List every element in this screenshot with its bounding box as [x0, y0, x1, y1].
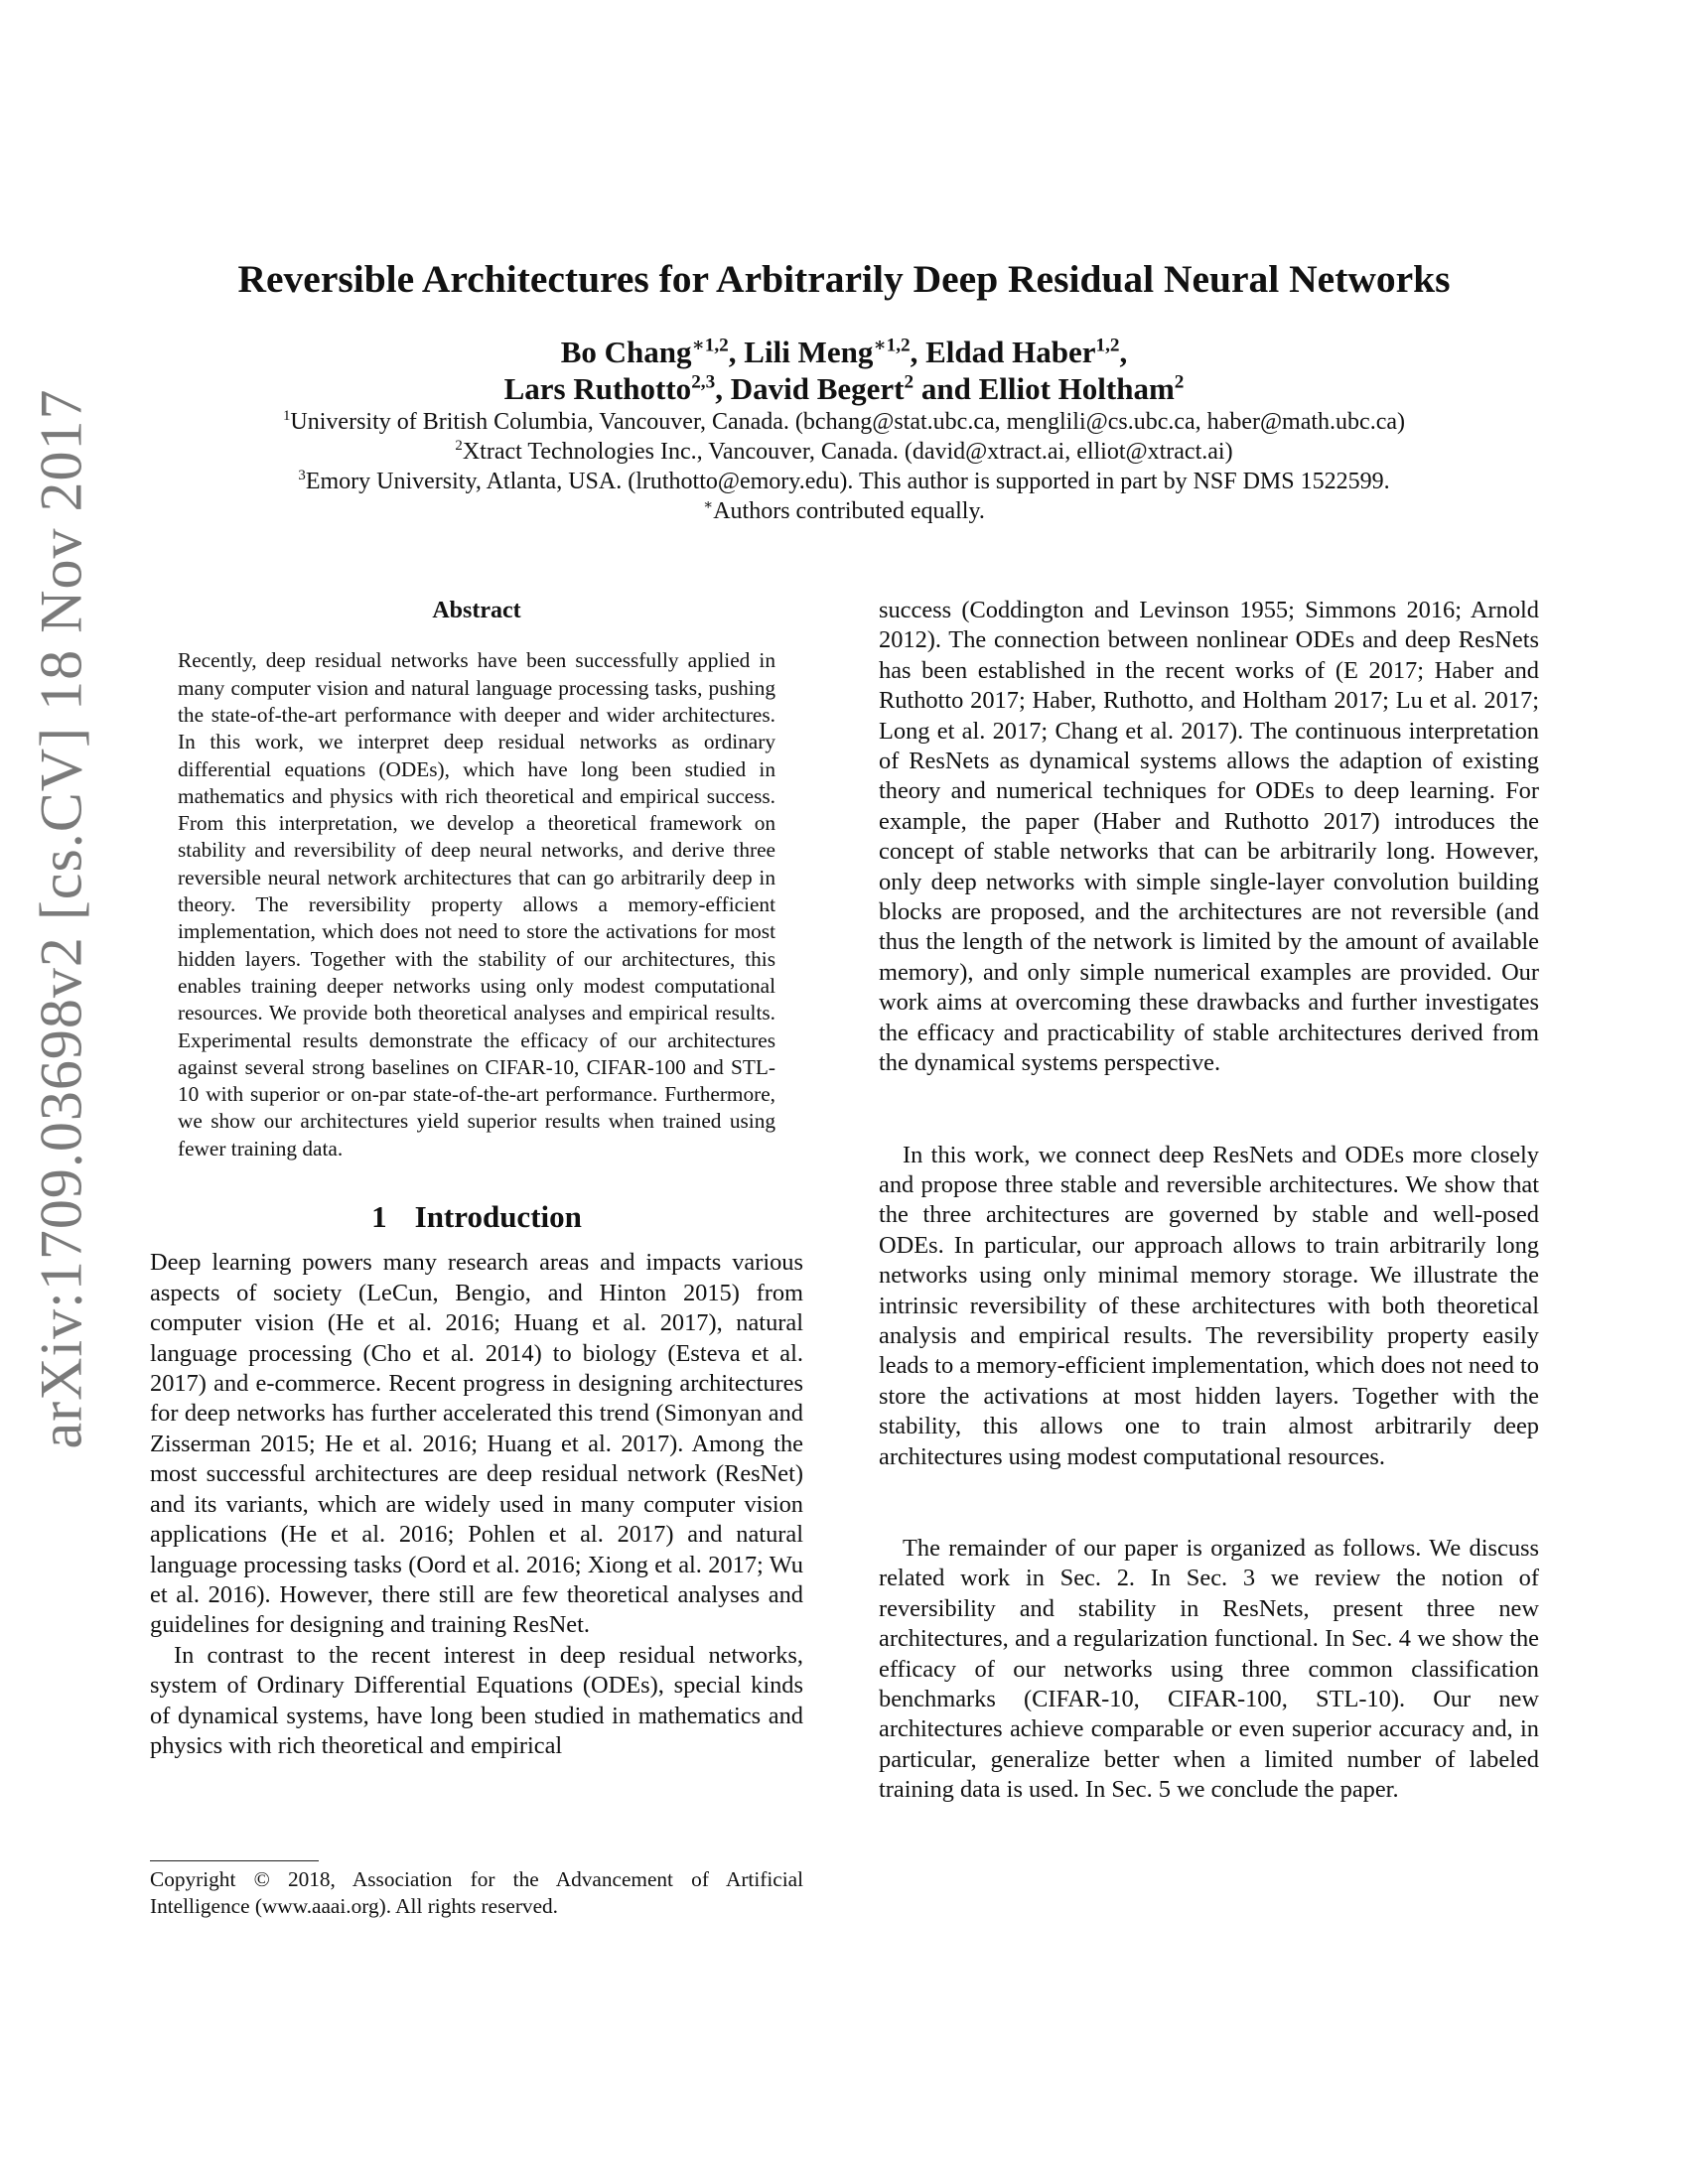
section-heading-introduction [150, 1199, 803, 1235]
paragraph-gap [879, 1472, 1539, 1534]
arxiv-stamp-text: arXiv:1709.03698v2 [cs.CV] 18 Nov 2017 [28, 388, 94, 1448]
affiliation-mark: ∗ [703, 497, 714, 513]
author-affil-mark: 1,2 [1095, 335, 1120, 356]
intro-paragraph-2-continued: success (Coddington and Levinson 1955; Simmons 2016; Arnold 2012). The connection between nonlinear ODEs and deep ResNets has been established in the recent works of (E 2017; Haber and Ruthotto 2017; Haber, Ruthotto, and Holtham 2017; Lu et al. 2017; Long et al. 2017; Chang et al. 2017). The continuous interpretation of ResNets as dynamical systems allows the adaption of existing theory and numerical techniques for ODEs to deep learning. For example, the paper (Haber and Ruthotto 2017) introduces the concept of stable networks that can be arbitrarily long. However, only deep networks with simple single-layer convolution building blocks are proposed, and the architectures are not reversible (and thus the length of the network is limited by the amount of available memory), and only simple numerical examples are provided. Our work aims at overcoming these drawbacks and further investigates the efficacy and practicability of stable architectures derived from the dynamical systems perspective. [879, 597, 1539, 1077]
author-name: Eldad Haber [925, 335, 1096, 369]
abstract-heading: Abstract [432, 598, 521, 623]
paper-title: Reversible Architectures for Arbitrarily Deep Residual Neural Networks [237, 257, 1451, 301]
author-affil-mark: 2 [1174, 371, 1185, 393]
author-affil-mark: ∗1,2 [873, 335, 911, 356]
affiliation-text: Authors contributed equally. [713, 498, 985, 524]
author-name: David Begert [730, 371, 905, 406]
author-line-2: Lars Ruthotto$^{2,3}$, David Begert$^2$ and Elliot Holtham$^2$ [503, 371, 1185, 406]
right-column [879, 596, 1539, 1806]
affiliation-mark: 3 [298, 468, 306, 483]
affiliation-text: Emory University, Atlanta, USA. (lruthotto@emory.edu). This author is supported in part by NSF DMS 1522599. [305, 469, 1390, 494]
footnote-rule [150, 1860, 319, 1861]
left-column [150, 596, 803, 1761]
author-affil-mark: 2,3 [691, 371, 716, 393]
affiliation-text: University of British Columbia, Vancouver, Canada. (bchang@stat.ubc.ca, menglili@cs.ubc.ca, haber@math.ubc.ca) [290, 409, 1405, 435]
affiliation-text: Xtract Technologies Inc., Vancouver, Canada. (david@xtract.ai, elliot@xtract.ai) [462, 439, 1233, 465]
affiliation-line [99, 467, 1589, 496]
section-number: 1 [371, 1199, 387, 1235]
author-name: Bo Chang [560, 335, 692, 369]
intro-paragraph-2: In contrast to the recent interest in deep residual networks, system of Ordinary Differential Equations (ODEs), special kinds of dynamical systems, have long been studied in mathematics and physics with rich theoretical and empirical [150, 1641, 803, 1759]
author-line-1: Bo Chang$^{∗1,2}$, Lili Meng$^{∗1,2}$, Eldad Haber$^{1,2}$, [560, 335, 1128, 369]
author-name: Lars Ruthotto [503, 371, 692, 406]
affiliation-line [99, 437, 1589, 467]
affiliation-list [99, 407, 1589, 526]
affiliation-line [99, 496, 1589, 526]
affiliation-mark: 2 [455, 438, 463, 454]
intro-paragraph-1: Deep learning powers many research areas and impacts various aspects of society (LeCun, Bengio, and Hinton 2015) from computer vision (He et al. 2016; Huang et al. 2017), natural language processing (Cho et al. 2014) to biology (Esteva et al. 2017) and e-commerce. Recent progress in designing architectures for deep networks has further accelerated this trend (Simonyan and Zisserman 2015; He et al. 2016; Huang et al. 2017). Among the most successful architectures are deep residual network (ResNet) and its variants, which are widely used in many computer vision applications (He et al. 2016; Pohlen et al. 2017) and natural language processing tasks (Oord et al. 2016; Xiong et al. 2017; Wu et al. 2016). However, there still are few theoretical analyses and guidelines for designing and training ResNet. [150, 1249, 803, 1639]
arxiv-identifier-stamp [17, 288, 106, 1549]
author-affil-mark: 2 [904, 371, 914, 393]
copyright-footnote: Copyright © 2018, Association for the Advancement of Artificial Intelligence (www.aaai.org). All rights reserved. [150, 1867, 803, 1918]
intro-paragraph-4: The remainder of our paper is organized as follows. We discuss related work in Sec. 2. In Sec. 3 we review the notion of reversibility and stability in ResNets, present three new architectures, and a regularization functional. In Sec. 4 we show the efficacy of our networks using three common classification benchmarks (CIFAR-10, CIFAR-100, STL-10). Our new architectures achieve comparable or even superior accuracy and, in particular, generalize better when a limited number of labeled training data is used. In Sec. 5 we conclude the paper. [879, 1534, 1539, 1804]
affiliation-line [99, 407, 1589, 437]
section-title: Introduction [414, 1199, 582, 1235]
author-name: Lili Meng [744, 335, 874, 369]
abstract-text: Recently, deep residual networks have been successfully applied in many computer vision and natural language processing tasks, pushing the state-of-the-art performance with deeper and wider architectures. In this work, we interpret deep residual networks as ordinary differential equations (ODEs), which have long been studied in mathematics and physics with rich theoretical and empirical success. From this interpretation, we develop a theoretical framework on stability and reversibility of deep neural networks, and derive three reversible neural network architectures that can go arbitrarily deep in theory. The reversibility property allows a memory-efficient implementation, which does not need to store the activations for most hidden layers. Together with the stability of our architectures, this enables training deeper networks using only modest computational resources. We provide both theoretical analyses and empirical results. Experimental results demonstrate the efficacy of our architectures against several strong baselines on CIFAR-10, CIFAR-100 and STL-10 with superior or on-par state-of-the-art performance. Furthermore, we show our architectures yield superior results when trained using fewer training data. [178, 648, 775, 1160]
author-list [99, 334, 1589, 407]
author-affil-mark: ∗1,2 [691, 335, 729, 356]
paragraph-gap [879, 1079, 1539, 1141]
affiliation-mark: 1 [282, 408, 291, 424]
intro-paragraph-3: In this work, we connect deep ResNets and ODEs more closely and propose three stable and reversible architectures. We show that the three architectures are governed by stable and well-posed ODEs. In particular, our approach allows to train arbitrarily long networks using only minimal memory storage. We illustrate the intrinsic reversibility of these architectures with both theoretical analysis and empirical results. The reversibility property easily leads to a memory-efficient implementation, which does not need to store the activations at most hidden layers. Together with the stability, this allows one to train almost arbitrarily deep architectures using modest computational resources. [879, 1141, 1539, 1470]
author-name: Elliot Holtham [978, 371, 1175, 406]
